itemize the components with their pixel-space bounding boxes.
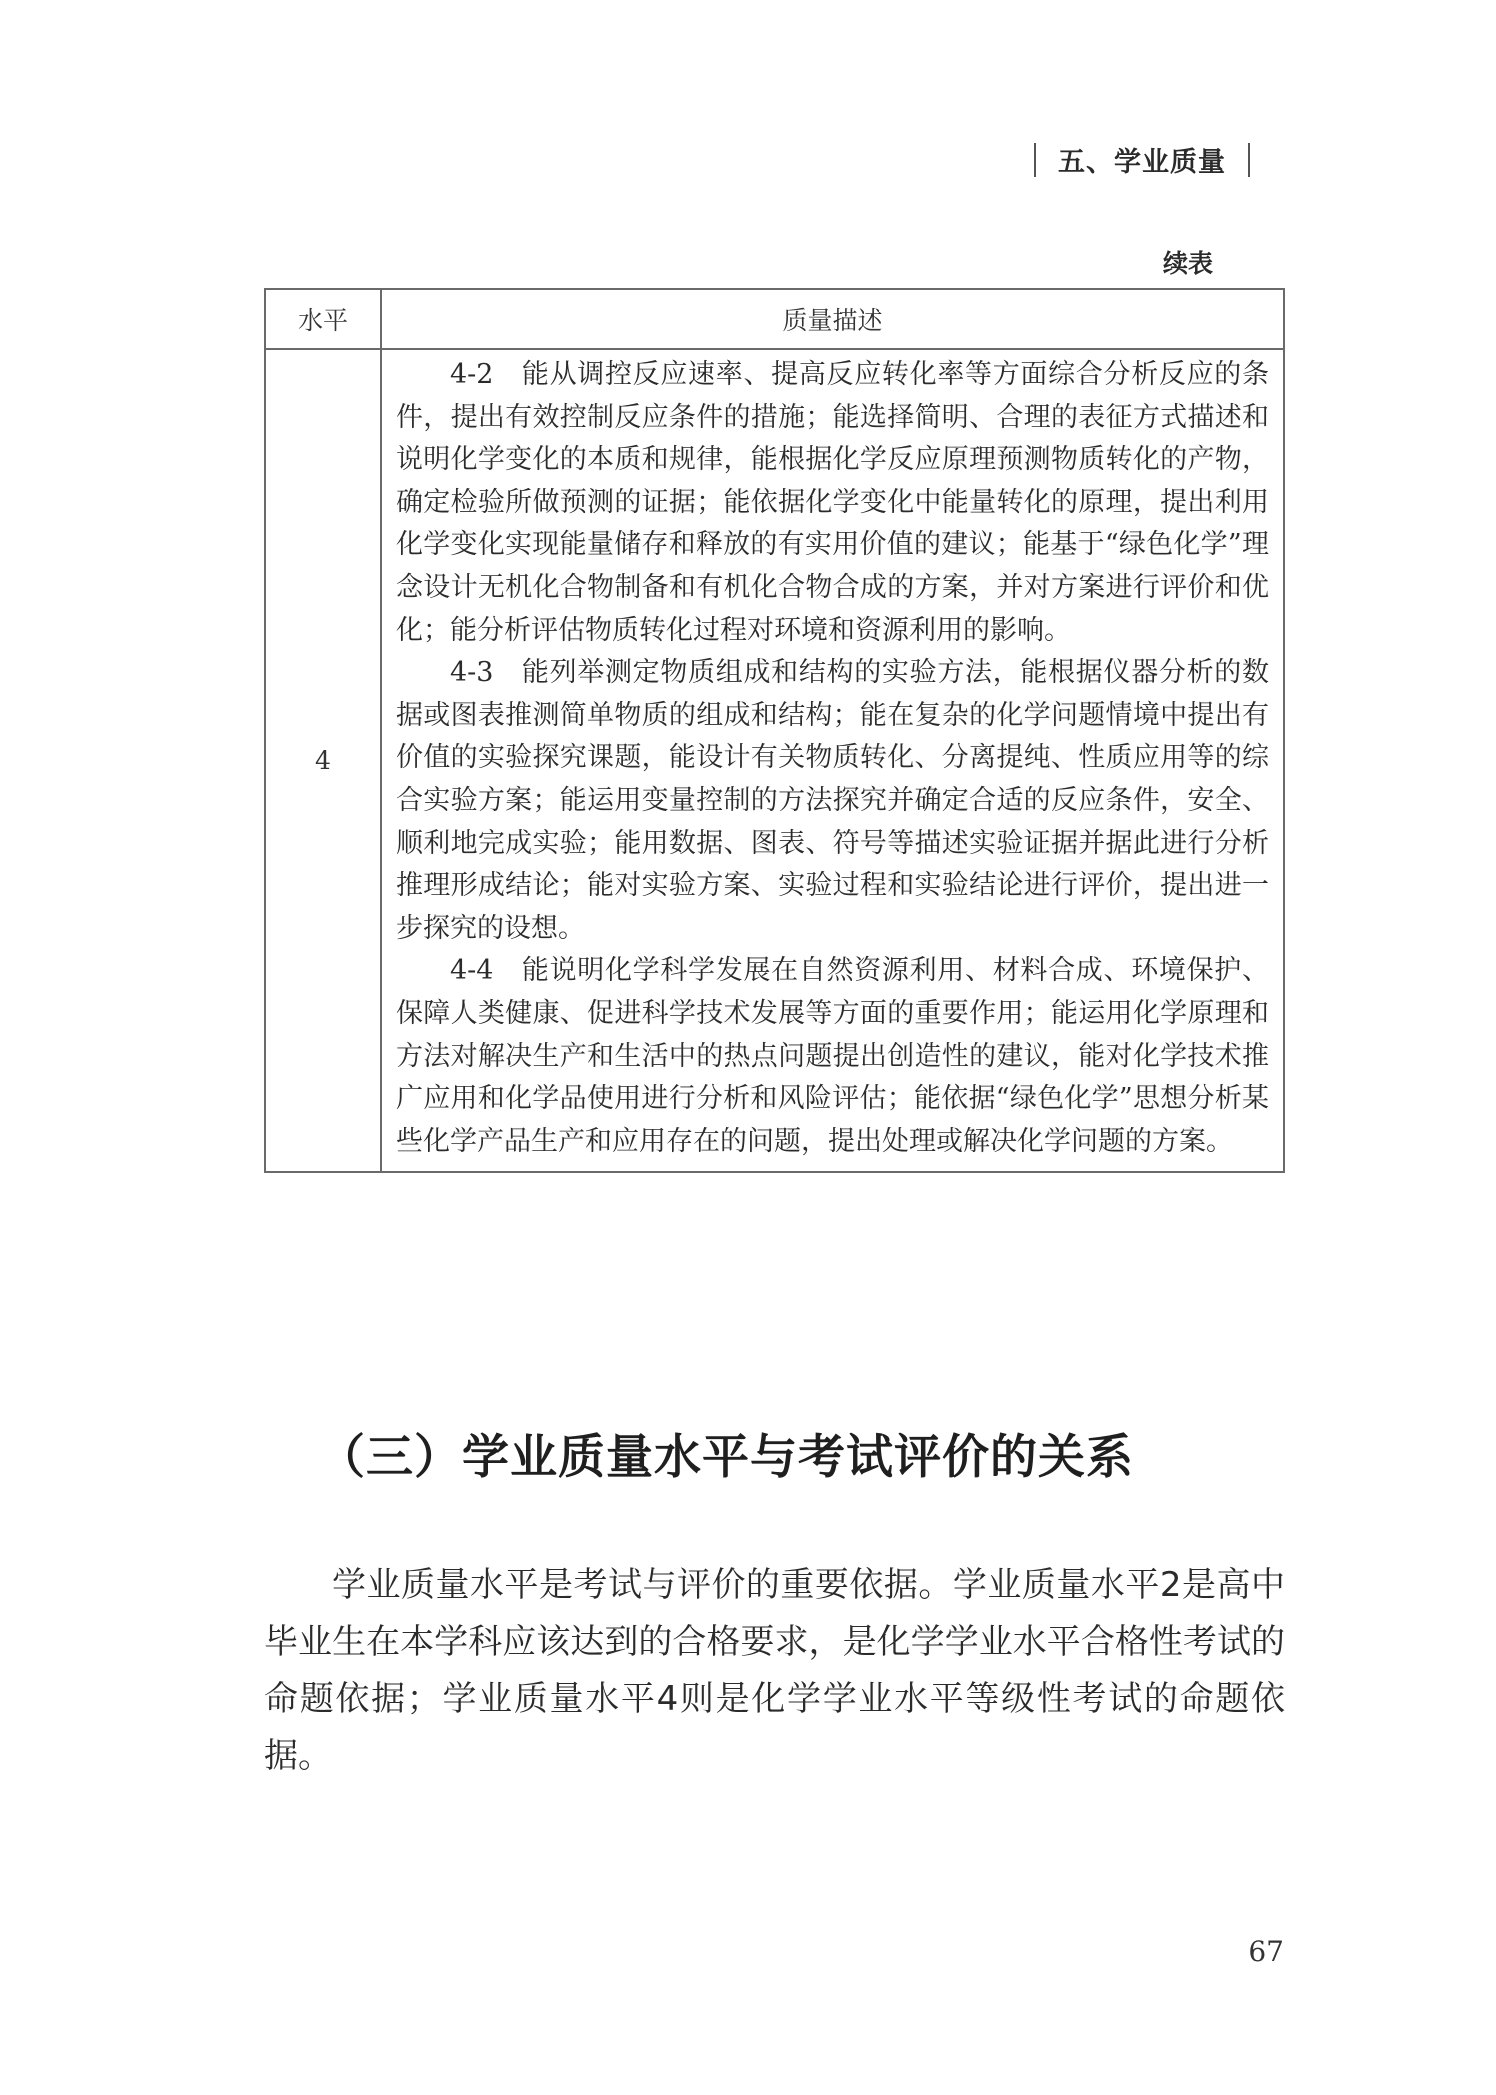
- header-left-rule: [1034, 143, 1036, 177]
- table-header-row: [265, 289, 1284, 349]
- description-paragraph-4-3: 4-3 能列举测定物质组成和结构的实验方法，能根据仪器分析的数据或图表推测简单物质的组成和结构；能在复杂的化学问题情境中提出有价值的实验探究课题，能设计有关物质转化、分离提纯、性质应用等的综合实验方案；能运用变量控制的方法探究并确定合适的反应条件，安全、顺利地完成实验；能用数据、图表、符号等描述实验证据并据此进行分析推理形成结论；能对实验方案、实验过程和实验结论进行评价，提出进一步探究的设想。: [396, 657, 1269, 944]
- table-continued-label: 续表: [1162, 249, 1213, 278]
- page-number: 67: [1248, 1935, 1284, 1968]
- table-row: [265, 349, 1284, 1172]
- column-header-description: 质量描述: [381, 289, 1284, 349]
- section-heading: （三）学业质量水平与考试评价的关系: [318, 1430, 1134, 1485]
- header-right-rule: [1248, 143, 1250, 177]
- description-paragraph-4-2: 4-2 能从调控反应速率、提高反应转化率等方面综合分析反应的条件，提出有效控制反应条件的措施；能选择简明、合理的表征方式描述和说明化学变化的本质和规律，能根据化学反应原理预测物质转化的产物，确定检验所做预测的证据；能依据化学变化中能量转化的原理，提出利用化学变化实现能量储存和释放的有实用价值的建议；能基于“绿色化学”理念设计无机化合物制备和有机化合物合成的方案，并对方案进行评价和优化；能分析评估物质转化过程对环境和资源利用的影响。: [396, 359, 1269, 646]
- quality-description-table: [264, 288, 1285, 1173]
- running-header-title: 五、学业质量: [1058, 147, 1226, 178]
- column-header-level: 水平: [265, 289, 381, 349]
- description-cell: [381, 349, 1284, 1172]
- running-header: [1012, 140, 1272, 179]
- level-cell: 4: [265, 349, 381, 1172]
- description-paragraph-4-4: 4-4 能说明化学科学发展在自然资源利用、材料合成、环境保护、保障人类健康、促进科学技术发展等方面的重要作用；能运用化学原理和方法对解决生产和生活中的热点问题提出创造性的建议，能对化学技术推广应用和化学品使用进行分析和风险评估；能依据“绿色化学”思想分析某些化学产品生产和应用存在的问题，提出处理或解决化学问题的方案。: [396, 955, 1269, 1157]
- body-paragraph: 学业质量水平是考试与评价的重要依据。学业质量水平2是高中毕业生在本学科应该达到的合格要求，是化学学业水平合格性考试的命题依据；学业质量水平4则是化学学业水平等级性考试的命题依据。: [264, 1565, 1285, 1776]
